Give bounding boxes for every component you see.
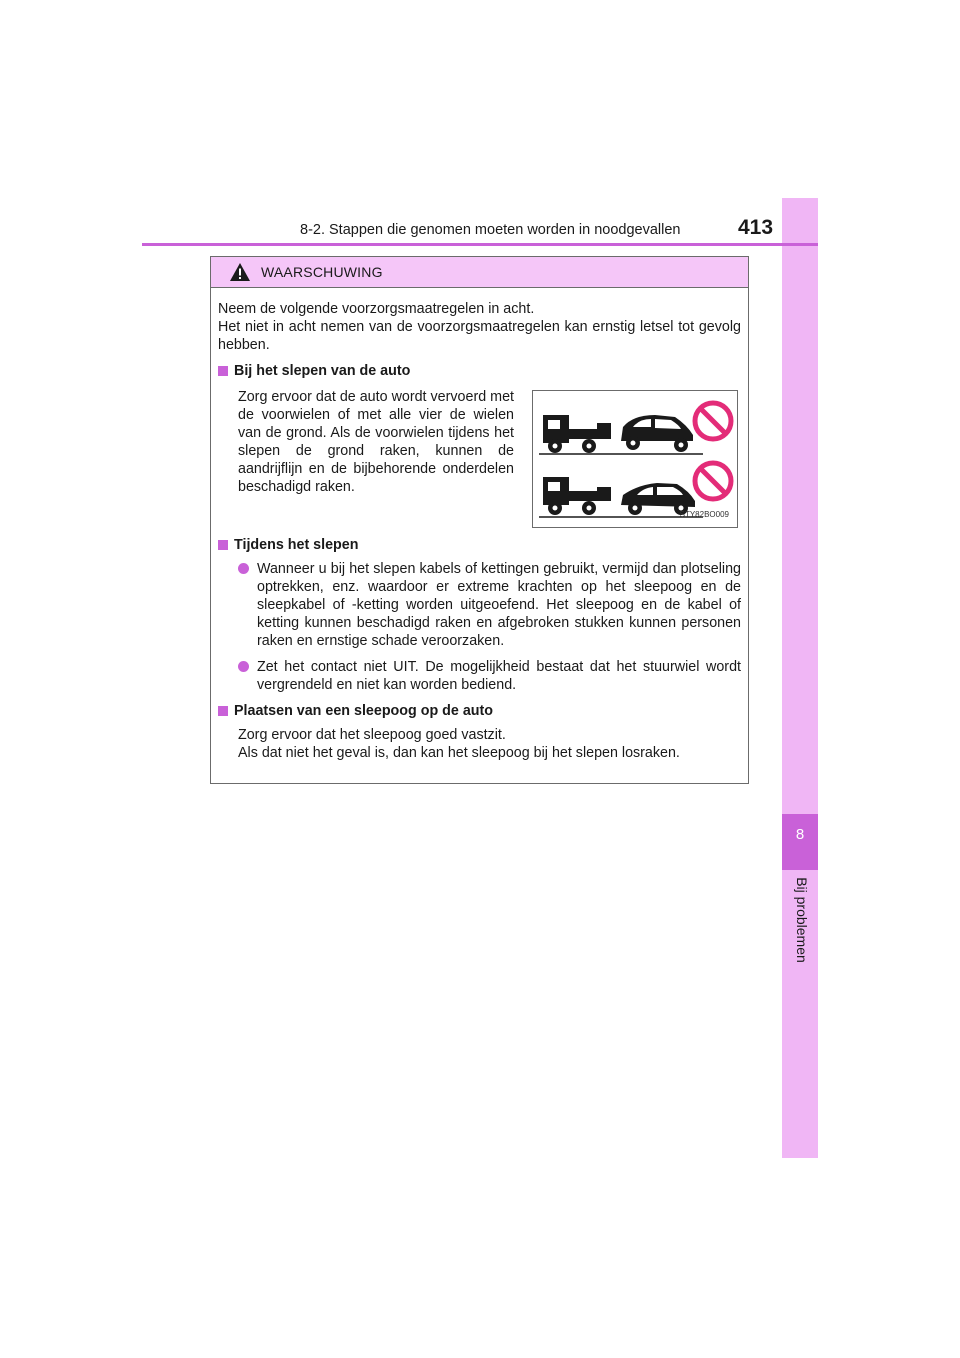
warning-triangle-icon bbox=[229, 262, 251, 282]
section-heading bbox=[218, 702, 741, 720]
section-heading-text: Bij het slepen van de auto bbox=[234, 363, 411, 379]
tow-truck-icon bbox=[543, 477, 611, 515]
list-item-text: Zet het contact niet UIT. De mogelijkheid bestaat dat het stuurwiel wordt vergrendeld en niet kan worden bediend. bbox=[257, 659, 741, 693]
towing-eye-line: Als dat niet het geval is, dan kan het sleepoog bij het slepen losraken. bbox=[238, 745, 680, 761]
section-heading-text: Tijdens het slepen bbox=[234, 537, 359, 553]
towing-section bbox=[238, 388, 741, 528]
header-rule bbox=[142, 243, 818, 246]
prohibited-icon bbox=[695, 403, 731, 439]
warning-label: WAARSCHUWING bbox=[261, 264, 383, 280]
square-bullet-icon bbox=[218, 706, 228, 716]
figure-code: STY82BO009 bbox=[679, 510, 729, 519]
towing-eye-line: Zorg ervoor dat het sleepoog goed vastzit. bbox=[238, 727, 506, 743]
chapter-title: Bij problemen bbox=[794, 877, 810, 963]
list-item bbox=[238, 560, 741, 650]
section-heading bbox=[218, 536, 741, 554]
list-item bbox=[238, 658, 741, 694]
warning-box bbox=[210, 256, 749, 784]
page-number: 413 bbox=[738, 216, 774, 239]
list-item-text: Wanneer u bij het slepen kabels of kettingen gebruikt, vermijd dan plotseling optrekken, enz. waardoor er extreme krachten op het sleepoog en de sleepkabel of -ketting worden uitgeoefend. Het sleepoog en de kabel of ketting kunnen beschadigd raken en afgebroken stukken kunnen personen raken en ernstige schade veroorzaken. bbox=[257, 561, 741, 649]
warning-intro-line: Neem de volgende voorzorgsmaatregelen in acht. bbox=[218, 301, 535, 317]
warning-body bbox=[211, 288, 748, 762]
warning-header bbox=[211, 257, 748, 288]
section-heading-text: Plaatsen van een sleepoog op de auto bbox=[234, 703, 493, 719]
square-bullet-icon bbox=[218, 540, 228, 550]
chapter-side-bar bbox=[782, 198, 818, 1158]
towing-text: Zorg ervoor dat de auto wordt vervoerd met de voorwielen of met alle vier de wielen van de grond. Als de voorwielen tijdens het slepen de grond raken, kunnen de aandrijflijn en de bijbehorende onderdelen beschadigd raken. bbox=[238, 389, 514, 495]
square-bullet-icon bbox=[218, 366, 228, 376]
section-heading bbox=[218, 362, 741, 380]
circle-bullet-icon bbox=[238, 563, 249, 574]
prohibited-icon bbox=[695, 463, 731, 499]
tow-truck-icon bbox=[543, 415, 611, 453]
towed-car-icon bbox=[621, 415, 693, 452]
circle-bullet-icon bbox=[238, 661, 249, 672]
warning-intro-line: Het niet in acht nemen van de voorzorgsmaatregelen kan ernstig letsel tot gevolg hebben. bbox=[218, 319, 741, 353]
towing-figure bbox=[532, 390, 738, 528]
chapter-number: 8 bbox=[795, 826, 805, 843]
section-header-title: 8-2. Stappen die genomen moeten worden in noodgevallen bbox=[300, 222, 681, 238]
